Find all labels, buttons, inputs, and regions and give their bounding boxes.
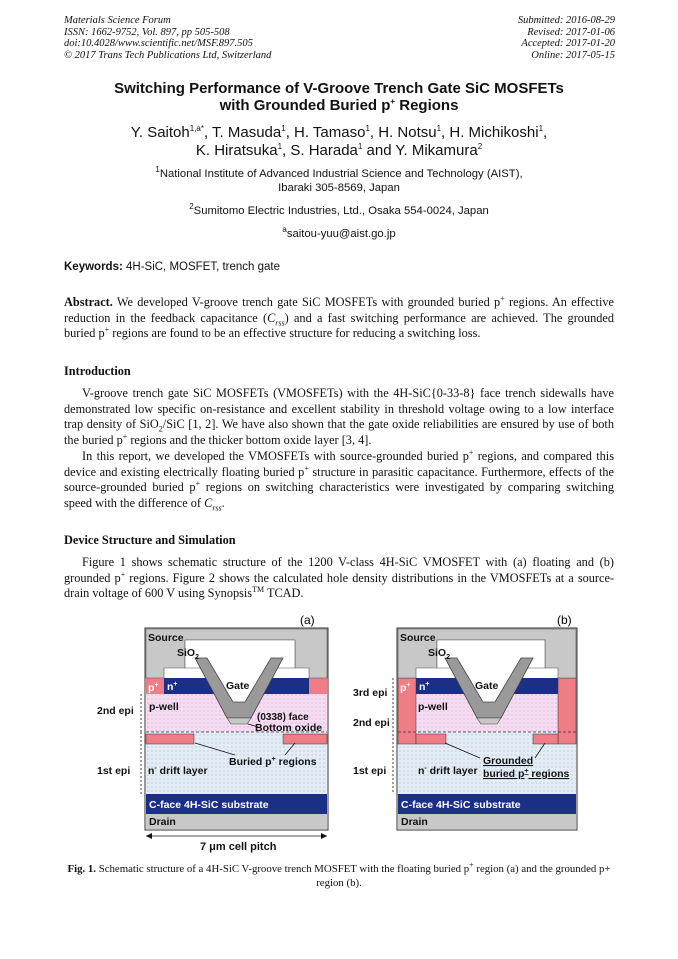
epi-2-label-b: 2nd epi	[353, 717, 390, 729]
bottom-oxide	[227, 718, 251, 724]
author-affil-mark: 1	[281, 124, 286, 133]
var: C	[267, 310, 276, 325]
affiliation-1-line-2: Ibaraki 305-8569, Japan	[278, 182, 400, 194]
author-line-2	[0, 142, 678, 160]
face-label: (0338) face	[257, 712, 309, 723]
sup: +	[104, 324, 110, 334]
submitted-date: Submitted: 2016-08-29	[517, 15, 615, 26]
intro-text: structure in parasitic capacitance. Furthermore, effects of the source-grounded buried p	[64, 464, 614, 494]
author-affil-mark: 1	[538, 124, 544, 133]
panel-b	[353, 613, 577, 830]
affiliation-2	[0, 204, 678, 218]
journal-name: Materials Science Forum	[64, 15, 171, 26]
epi-3-label: 3rd epi	[353, 687, 388, 699]
grounded-label-1: Grounded	[483, 755, 534, 767]
buried-p-plus-left-b	[416, 734, 446, 744]
keywords	[64, 261, 280, 273]
introduction-heading: Introduction	[64, 364, 131, 378]
keywords-label: Keywords:	[64, 261, 123, 273]
affil-mark: 2	[189, 202, 194, 212]
grounded-label-2: buried p+ regions	[483, 768, 570, 780]
drain-label: Drain	[149, 816, 176, 828]
p-well-label: p-well	[149, 701, 179, 713]
author-affil-mark: 1	[365, 124, 370, 133]
drain-label-b: Drain	[401, 816, 428, 828]
intro-text: regions and the thicker bottom oxide layer [3, 4].	[127, 432, 372, 447]
author-affil-mark: 1	[277, 142, 283, 151]
intro-text: .	[221, 495, 225, 510]
sup: TM	[252, 584, 265, 594]
p-plus-label-b: p+	[400, 682, 411, 694]
online-date: Online: 2017-05-15	[531, 49, 615, 61]
introduction-paragraph-1	[64, 386, 614, 448]
device-text: TCAD.	[264, 586, 304, 600]
revised-date: Revised: 2017-01-06	[527, 26, 615, 38]
bottom-oxide-label: Bottom oxide	[255, 722, 323, 734]
grounded-p-plus-right	[558, 678, 576, 744]
gate-label-b: Gate	[475, 680, 499, 692]
abstract-text: We developed V-groove trench gate SiC MOSFETs with grounded buried p	[112, 295, 501, 309]
abstract-text: regions are found to be an effective structure for reducing a switching loss.	[109, 326, 481, 340]
abstract-label: Abstract.	[64, 295, 113, 309]
buried-p-plus-right-b	[533, 734, 558, 744]
panel-b-label: (b)	[557, 613, 572, 627]
title-line-1: Switching Performance of V-Groove Trench Gate SiC MOSFETs	[114, 80, 564, 97]
affil-text: National Institute of Advanced Industrial Science and Technology (AIST),	[159, 168, 523, 180]
intro-text: In this report, we developed the VMOSFETs with source-grounded buried p	[82, 449, 469, 463]
gate-label: Gate	[226, 680, 250, 692]
n-plus-label: n+	[167, 681, 178, 693]
author-affil-mark: 1	[436, 124, 442, 133]
title-text: with Grounded Buried p	[219, 97, 391, 114]
sub: rss	[212, 502, 222, 512]
source-label: Source	[148, 632, 184, 644]
affil-text: Sumitomo Electric Industries, Ltd., Osaka 554-0024, Japan	[193, 205, 489, 217]
substrate-label-b: C-face 4H-SiC substrate	[401, 799, 521, 811]
device-paragraph-1	[64, 555, 614, 602]
panel-a-label: (a)	[300, 613, 315, 627]
figure-1-caption	[64, 862, 614, 890]
sup: +	[468, 447, 474, 457]
panel-a	[97, 613, 328, 853]
p-well-label-b: p-well	[418, 701, 448, 713]
author-affil-mark: 2	[477, 142, 483, 151]
bottom-oxide-b	[477, 718, 501, 724]
caption-text: region (a) and the grounded p+ region (b).	[316, 863, 611, 889]
caption-text: Schematic structure of a 4H-SiC V-groove trench MOSFET with the floating buried p	[96, 863, 470, 875]
sup: +	[304, 463, 309, 473]
author-name: , S. Harada	[282, 142, 358, 159]
author-name: , H. Michikoshi	[441, 124, 539, 141]
sub: 2	[158, 424, 163, 434]
p-plus-contact-right	[309, 678, 327, 694]
sup: +	[195, 478, 201, 488]
affil-mark: a	[282, 225, 287, 235]
p-plus-label: p+	[148, 682, 159, 694]
drift-label: n- drift layer	[148, 765, 208, 777]
email	[0, 227, 678, 241]
buried-p-plus-right	[283, 734, 327, 744]
abstract-text: ) and a fast switching performance are achieved. The grounded buried p	[64, 310, 614, 340]
paper-title	[0, 80, 678, 114]
journal-header	[64, 15, 271, 61]
abstract	[64, 295, 614, 342]
sio2-label: SiO$_2$	[177, 647, 199, 661]
intro-text: V-groove trench gate SiC MOSFETs (VMOSFETs) with the 4H-SiC{0-33-8} face trench sidewalls have demonstrated low specific on-resistance and excellent stability in threshold voltage owing to a low interface trap density of SiO	[64, 386, 614, 431]
author-name: , H. Notsu	[369, 124, 437, 141]
title-line-2	[0, 97, 678, 114]
author-name: , H. Tamaso	[285, 124, 366, 141]
author-name: and Y. Mikamura	[362, 142, 478, 159]
keywords-text: 4H-SiC, MOSFET, trench gate	[122, 261, 281, 273]
title-sup: +	[390, 97, 396, 106]
accepted-date: Accepted: 2017-01-20	[521, 38, 615, 50]
email-address: saitou-yuu@aist.go.jp	[286, 228, 396, 240]
author-line-1	[0, 124, 678, 142]
author-list	[0, 124, 678, 160]
device-heading: Device Structure and Simulation	[64, 533, 236, 547]
author-name: , T. Masuda	[203, 124, 282, 141]
author-name: Y. Saitoh	[130, 124, 190, 141]
affil-mark: 1	[155, 165, 160, 175]
epi-2-label: 2nd epi	[97, 705, 134, 717]
sub: rss	[275, 317, 285, 327]
buried-p-plus-left	[146, 734, 194, 744]
author-affil-mark: 1	[357, 142, 363, 151]
affiliation-1	[0, 167, 678, 195]
affiliation-1-line-1	[0, 167, 678, 181]
source-label-b: Source	[400, 632, 436, 644]
intro-text: /SiC [1, 2]. We have also shown that the gate oxide reliabilities are ensured by use of both the buried p	[64, 417, 614, 447]
device-text: regions. Figure 2 shows the calculated hole density distributions in the VMOSFETs at a source-drain voltage of 600 V using Synopsis	[64, 570, 615, 600]
drift-label-b: n- drift layer	[418, 765, 478, 777]
dates-header	[518, 15, 615, 61]
author-sep: ,	[543, 124, 548, 141]
device-text: Figure 1 shows schematic structure of the 1200 V-class 4H-SiC VMOSFET with (a) floating and (b) grounded p	[64, 555, 614, 585]
intro-text: regions on switching characteristics were investigated by comparing switching speed with the difference of	[64, 480, 615, 510]
n-plus-label-b: n+	[419, 681, 430, 693]
buried-label: Buried p+ regions	[229, 756, 317, 768]
intro-text: regions, and compared this device and existing electrically floating buried p	[64, 449, 614, 479]
sup: +	[469, 860, 474, 870]
caption-label: Fig. 1.	[67, 863, 97, 875]
epi-1-label: 1st epi	[97, 765, 131, 777]
introduction-paragraph-2	[64, 449, 614, 511]
copyright: © 2017 Trans Tech Publications Ltd, Switzerland	[64, 49, 272, 61]
epi-1-label-b: 1st epi	[353, 765, 387, 777]
sup: +	[500, 293, 505, 303]
cell-pitch-label: 7 μm cell pitch	[200, 841, 277, 853]
figure-1	[95, 610, 595, 855]
doi: doi:10.4028/www.scientific.net/MSF.897.505	[64, 38, 253, 50]
author-name: K. Hiratsuka	[195, 142, 278, 159]
sup: +	[120, 569, 126, 579]
sup: +	[122, 431, 128, 441]
sio2-label-b: SiO$_2$	[428, 647, 450, 661]
issn: ISSN: 1662-9752, Vol. 897, pp 505-508	[64, 26, 230, 38]
var: C	[204, 495, 213, 510]
author-affil-mark: 1,a*	[189, 124, 204, 133]
title-text: Regions	[395, 97, 459, 114]
abstract-text: regions. An effective reduction in the feedback capacitance (	[64, 295, 614, 325]
substrate-label: C-face 4H-SiC substrate	[149, 799, 269, 811]
